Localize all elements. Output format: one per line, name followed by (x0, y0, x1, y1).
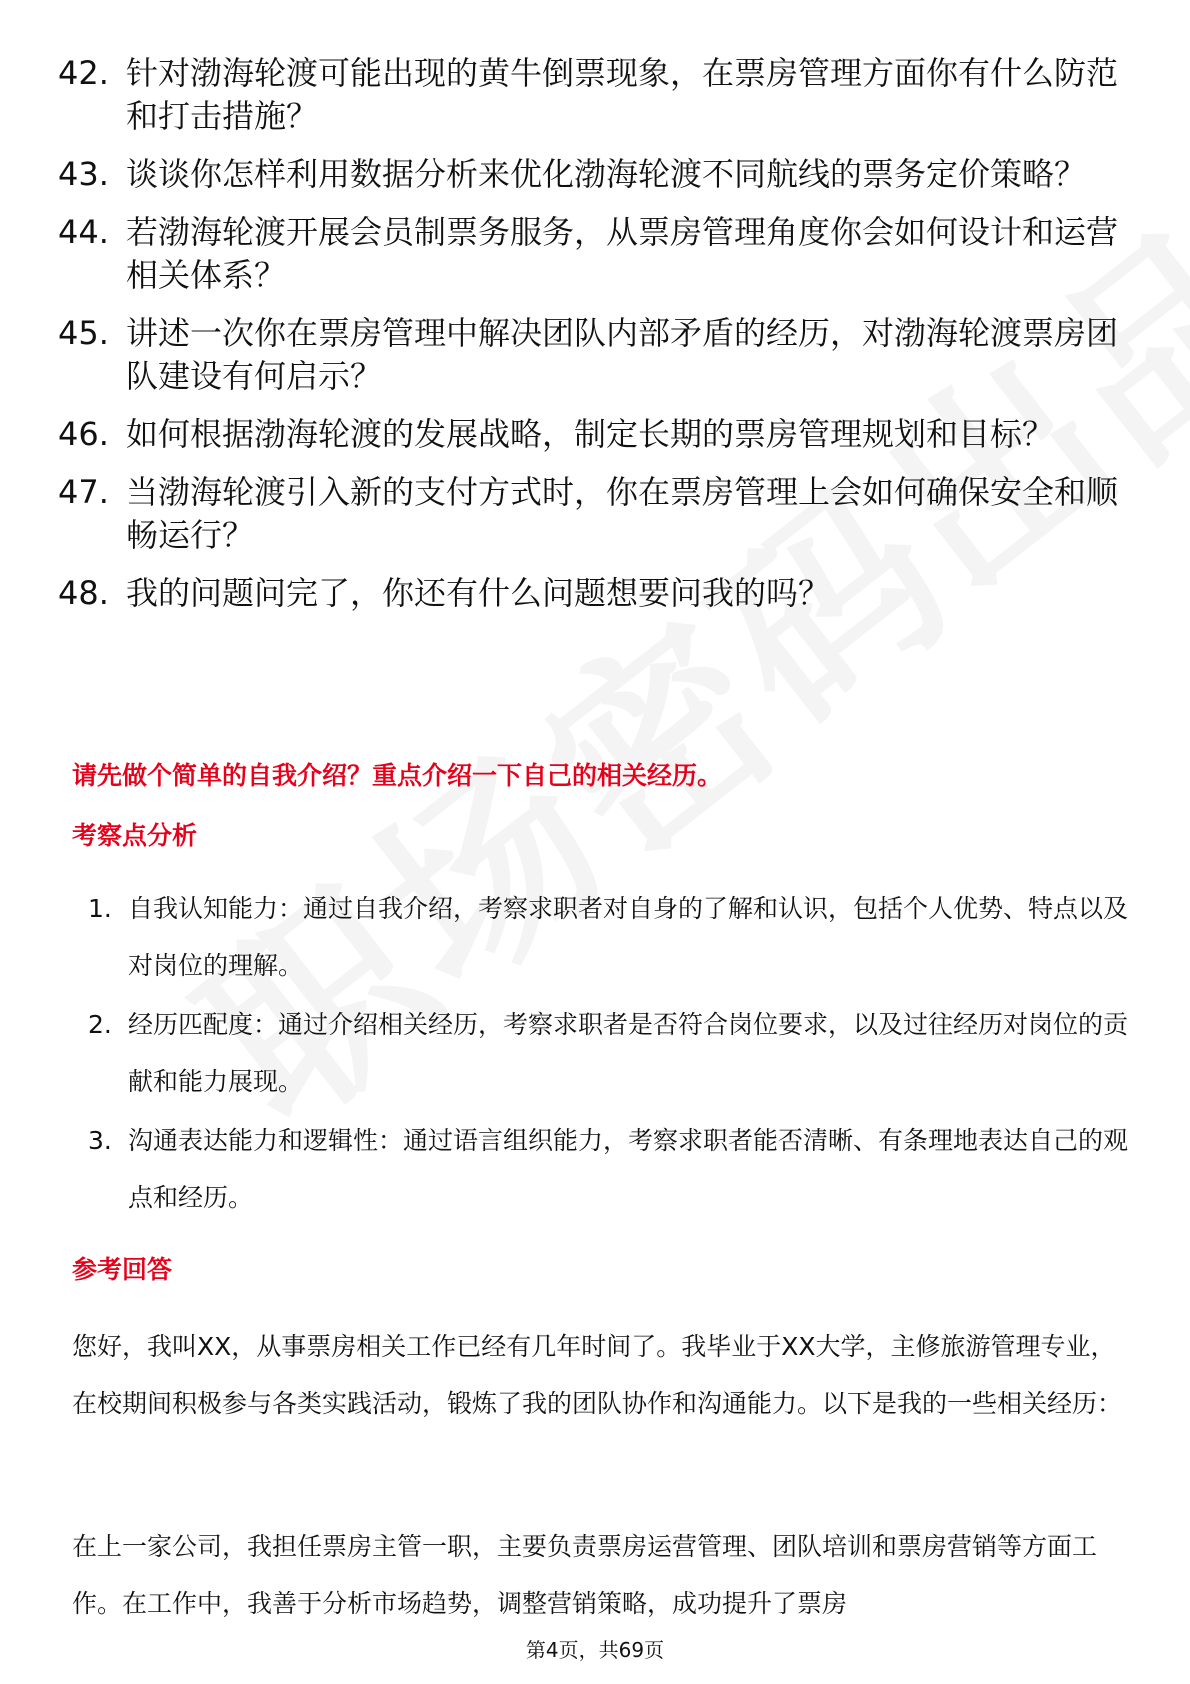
analysis-text: 经历匹配度：通过介绍相关经历，考察求职者是否符合岗位要求，以及过往经历对岗位的贡献和能力展现。 (128, 1010, 1129, 1096)
question-number: 43. (58, 155, 109, 193)
question-list (58, 52, 1128, 630)
analysis-item (88, 1112, 1128, 1226)
question-item (58, 413, 1128, 456)
question-text: 若渤海轮渡开展会员制票务服务，从票房管理角度你会如何设计和运营相关体系？ (126, 213, 1119, 294)
question-text: 针对渤海轮渡可能出现的黄牛倒票现象，在票房管理方面你有什么防范和打击措施？ (126, 54, 1119, 135)
question-number: 48. (58, 574, 109, 612)
answer-paragraph: 您好，我叫XX，从事票房相关工作已经有几年时间了。我毕业于XX大学，主修旅游管理专业，在校期间积极参与各类实践活动，锻炼了我的团队协作和沟通能力。以下是我的一些相关经历： (72, 1332, 1123, 1418)
question-number: 44. (58, 213, 109, 251)
analysis-item (88, 880, 1128, 994)
question-item (58, 471, 1128, 557)
question-text: 我的问题问完了，你还有什么问题想要问我的吗？ (126, 574, 831, 612)
page-footer: 第4页，共69页 (525, 1638, 665, 1662)
answer-paragraph: 在上一家公司，我担任票房主管一职，主要负责票房运营管理、团队培训和票房营销等方面工作。在工作中，我善于分析市场趋势，调整营销策略，成功提升了票房 (72, 1532, 1098, 1618)
highlight-question: 请先做个简单的自我介绍？重点介绍一下自己的相关经历。 (72, 761, 723, 790)
analysis-text: 沟通表达能力和逻辑性：通过语言组织能力，考察求职者能否清晰、有条理地表达自己的观点和经历。 (128, 1126, 1129, 1212)
analysis-list (88, 880, 1128, 1228)
question-text: 讲述一次你在票房管理中解决团队内部矛盾的经历，对渤海轮渡票房团队建设有何启示？ (126, 314, 1119, 395)
question-item (58, 153, 1128, 196)
analysis-text: 自我认知能力：通过自我介绍，考察求职者对自身的了解和认识，包括个人优势、特点以及对岗位的理解。 (128, 894, 1129, 980)
question-text: 当渤海轮渡引入新的支付方式时，你在票房管理上会如何确保安全和顺畅运行？ (126, 473, 1119, 554)
question-number: 47. (58, 473, 109, 511)
analysis-number: 3. (88, 1126, 112, 1155)
question-item (58, 572, 1128, 615)
question-item (58, 211, 1128, 297)
answer-heading: 参考回答 (72, 1255, 173, 1284)
question-number: 46. (58, 415, 109, 453)
question-text: 谈谈你怎样利用数据分析来优化渤海轮渡不同航线的票务定价策略？ (126, 155, 1087, 193)
question-number: 42. (58, 54, 109, 92)
question-item (58, 312, 1128, 398)
question-item (58, 52, 1128, 138)
analysis-number: 1. (88, 894, 112, 923)
question-number: 45. (58, 314, 109, 352)
analysis-heading: 考察点分析 (72, 821, 198, 850)
question-text: 如何根据渤海轮渡的发展战略，制定长期的票房管理规划和目标？ (126, 415, 1055, 453)
analysis-number: 2. (88, 1010, 112, 1039)
analysis-item (88, 996, 1128, 1110)
